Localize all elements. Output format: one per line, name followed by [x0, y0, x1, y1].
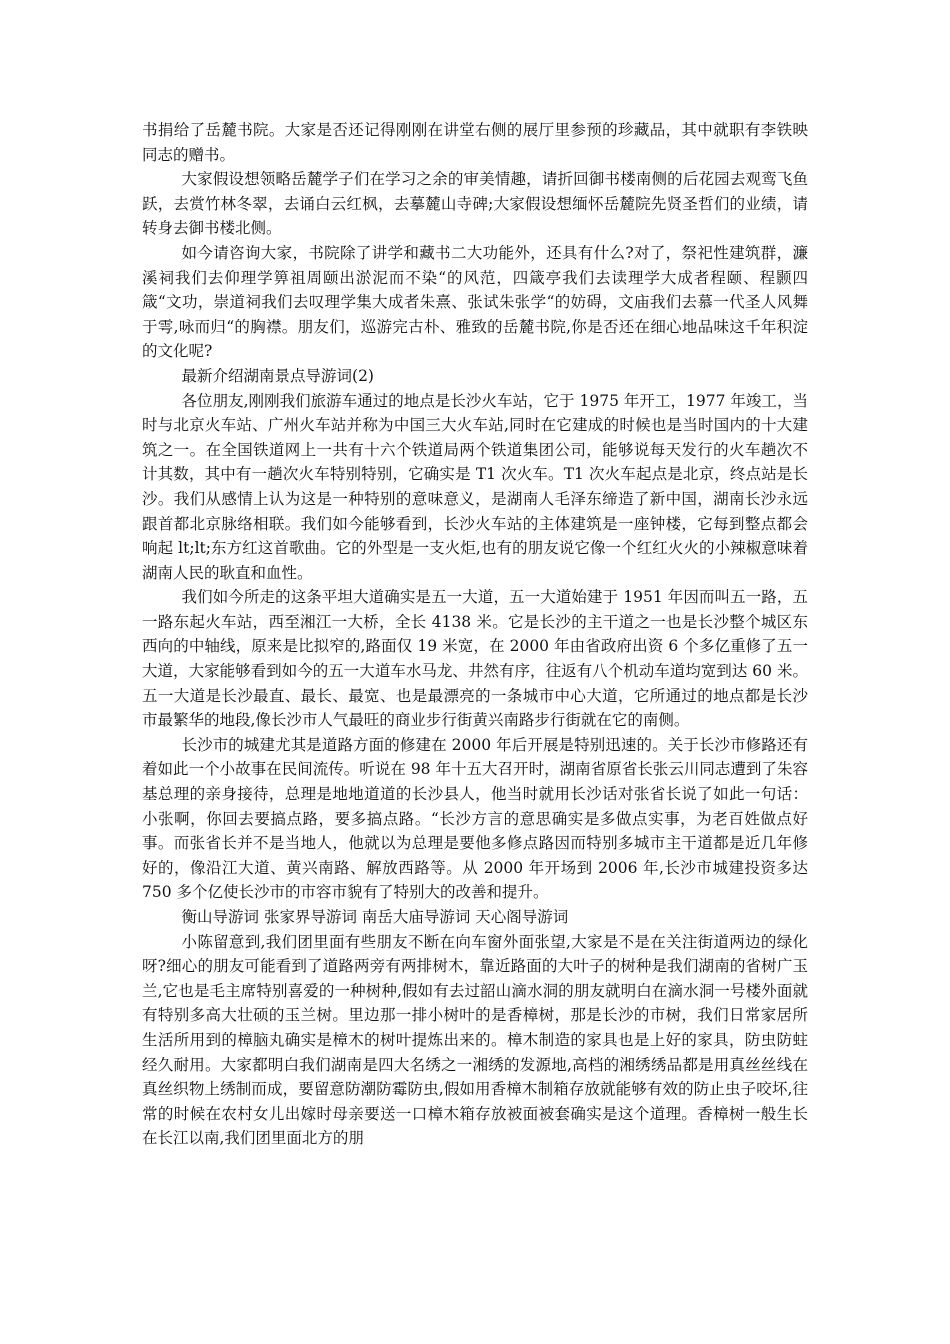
paragraph: 各位朋友,刚刚我们旅游车通过的地点是长沙火车站，它于 1975 年开工，1977 年竣工，当时与北京火车站、广州火车站并称为中国三大火车站,同时在它建成的时候也是当时国内的十大建筑之一。在全国铁道网上一共有十六个铁道局两个铁道集团公司，能够说每天发行的火车趟次不计其数，其中有一趟次火车特别特别，它确实是 T1 次火车。T1 次火车起点是北京，终点站是长沙。我们从感情上认为这是一种特别的意味意义，是湖南人毛泽东缔造了新中国，湖南长沙永远跟首都北京脉络相联。我们如今能够看到，长沙火车站的主体建筑是一座钟楼，它每到整点都会响起 lt;lt;东方红这首歌曲。它的外型是一支火炬,也有的朋友说它像一个红红火火的小辣椒意味着湖南人民的耿直和血性。 — [142, 391, 808, 582]
paragraph: 如今请咨询大家，书院除了讲学和藏书二大功能外，还具有什么?对了，祭祀性建筑群，濂溪祠我们去仰理学箅祖周颐出淤泥而不染“的风范，四箴亭我们去读理学大成者程颐、程颢四箴“文功，崇道祠我们去叹理学集大成者朱熹、张试朱张学“的妨碍，文庙我们去慕一代圣人风舞于雩,咏而归“的胸襟。朋友们，巡游完古朴、雅致的岳麓书院,你是否还在细心地品味这千年积淀的文化呢? — [142, 243, 808, 361]
paragraph: 长沙市的城建尤其是道路方面的修建在 2000 年后开展是特别迅速的。关于长沙市修路还有着如此一个小故事在民间流传。听说在 98 年十五大召开时，湖南省原省长张云川同志遭到了朱容基总理的亲身接待，总理是地地道道的长沙县人，他当时就用长沙话对张省长说了如此一句话：小张啊，你回去要搞点路，要多搞点路。“长沙方言的意思确实是多做点实事，为老百姓做点好事。而张省长并不是当地人，他就以为总理是要他多修点路因而特别多城市主干道都是近几年修好的，像沿江大道、黄兴南路、解放西路等。从 2000 年开场到 2006 年,长沙市城建投资多达 750 多个亿使长沙市的市容市貌有了特别大的改善和提升。 — [142, 735, 808, 902]
related-links-line: 衡山导游词 张家界导游词 南岳大庙导游词 天心阁导游词 — [181, 908, 569, 926]
paragraph: 小陈留意到,我们团里面有些朋友不断在向车窗外面张望,大家是不是在关注街道两边的绿化呀?细心的朋友可能看到了道路两旁有两排树木，靠近路面的大叶子的树种是我们湖南的省树广玉兰,它也是毛主席特别喜爱的一种树种,假如有去过韶山滴水洞的朋友就明白在滴水洞一号楼外面就有特别多高大壮硕的玉兰树。里边那一排小树叶的是香樟树，那是长沙的市树，我们日常家居所生活所用到的樟脑丸确实是樟木的树叶提炼出来的。樟木制造的家具也是上好的家具，防虫防蛀经久耐用。大家都明白我们湖南是四大名绣之一湘绣的发源地,高档的湘绣绣品都是用真丝丝线在真丝织物上绣制而成，要留意防潮防霉防虫,假如用香樟木制箱存放就能够有效的防止虫子咬坏,往常的时候在农村女儿出嫁时母亲要送一口樟木箱存放被面被套确实是这个道理。香樟树一般生长在长江以南,我们团里面北方的朋 — [142, 932, 808, 1148]
paragraph: 大家假设想领略岳麓学子们在学习之余的审美情趣，请折回御书楼南侧的后花园去观鸾飞鱼跃，去赏竹林冬翠，去诵白云红枫，去摹麓山寺碑;大家假设想缅怀岳麓院先贤圣哲们的业绩，请转身去御书楼北侧。 — [142, 170, 808, 238]
paragraph: 书捐给了岳麓书院。大家是否还记得刚刚在讲堂右侧的展厅里参预的珍藏品，其中就职有李铁映同志的赠书。 — [142, 121, 808, 164]
paragraph: 我们如今所走的这条平坦大道确实是五一大道，五一大道始建于 1951 年因而叫五一路，五一路东起火车站，西至湘江一大桥，全长 4138 米。它是长沙的主干道之一也是长沙整个城区东西向的中轴线，原来是比拟窄的,路面仅 19 米宽，在 2000 年由省政府出资 6 个多亿重修了五一大道，大家能够看到如今的五一大道车水马龙、井然有序，往返有八个机动车道均宽到达 60 米。五一大道是长沙最直、最长、最宽、也是最漂亮的一条城市中心大道，它所通过的地点都是长沙市最繁华的地段,像长沙市人气最旺的商业步行街黄兴南路步行街就在它的南侧。 — [142, 588, 808, 730]
section-heading: 最新介绍湖南景点导游词(2) — [181, 366, 374, 385]
document-page — [142, 118, 808, 1151]
